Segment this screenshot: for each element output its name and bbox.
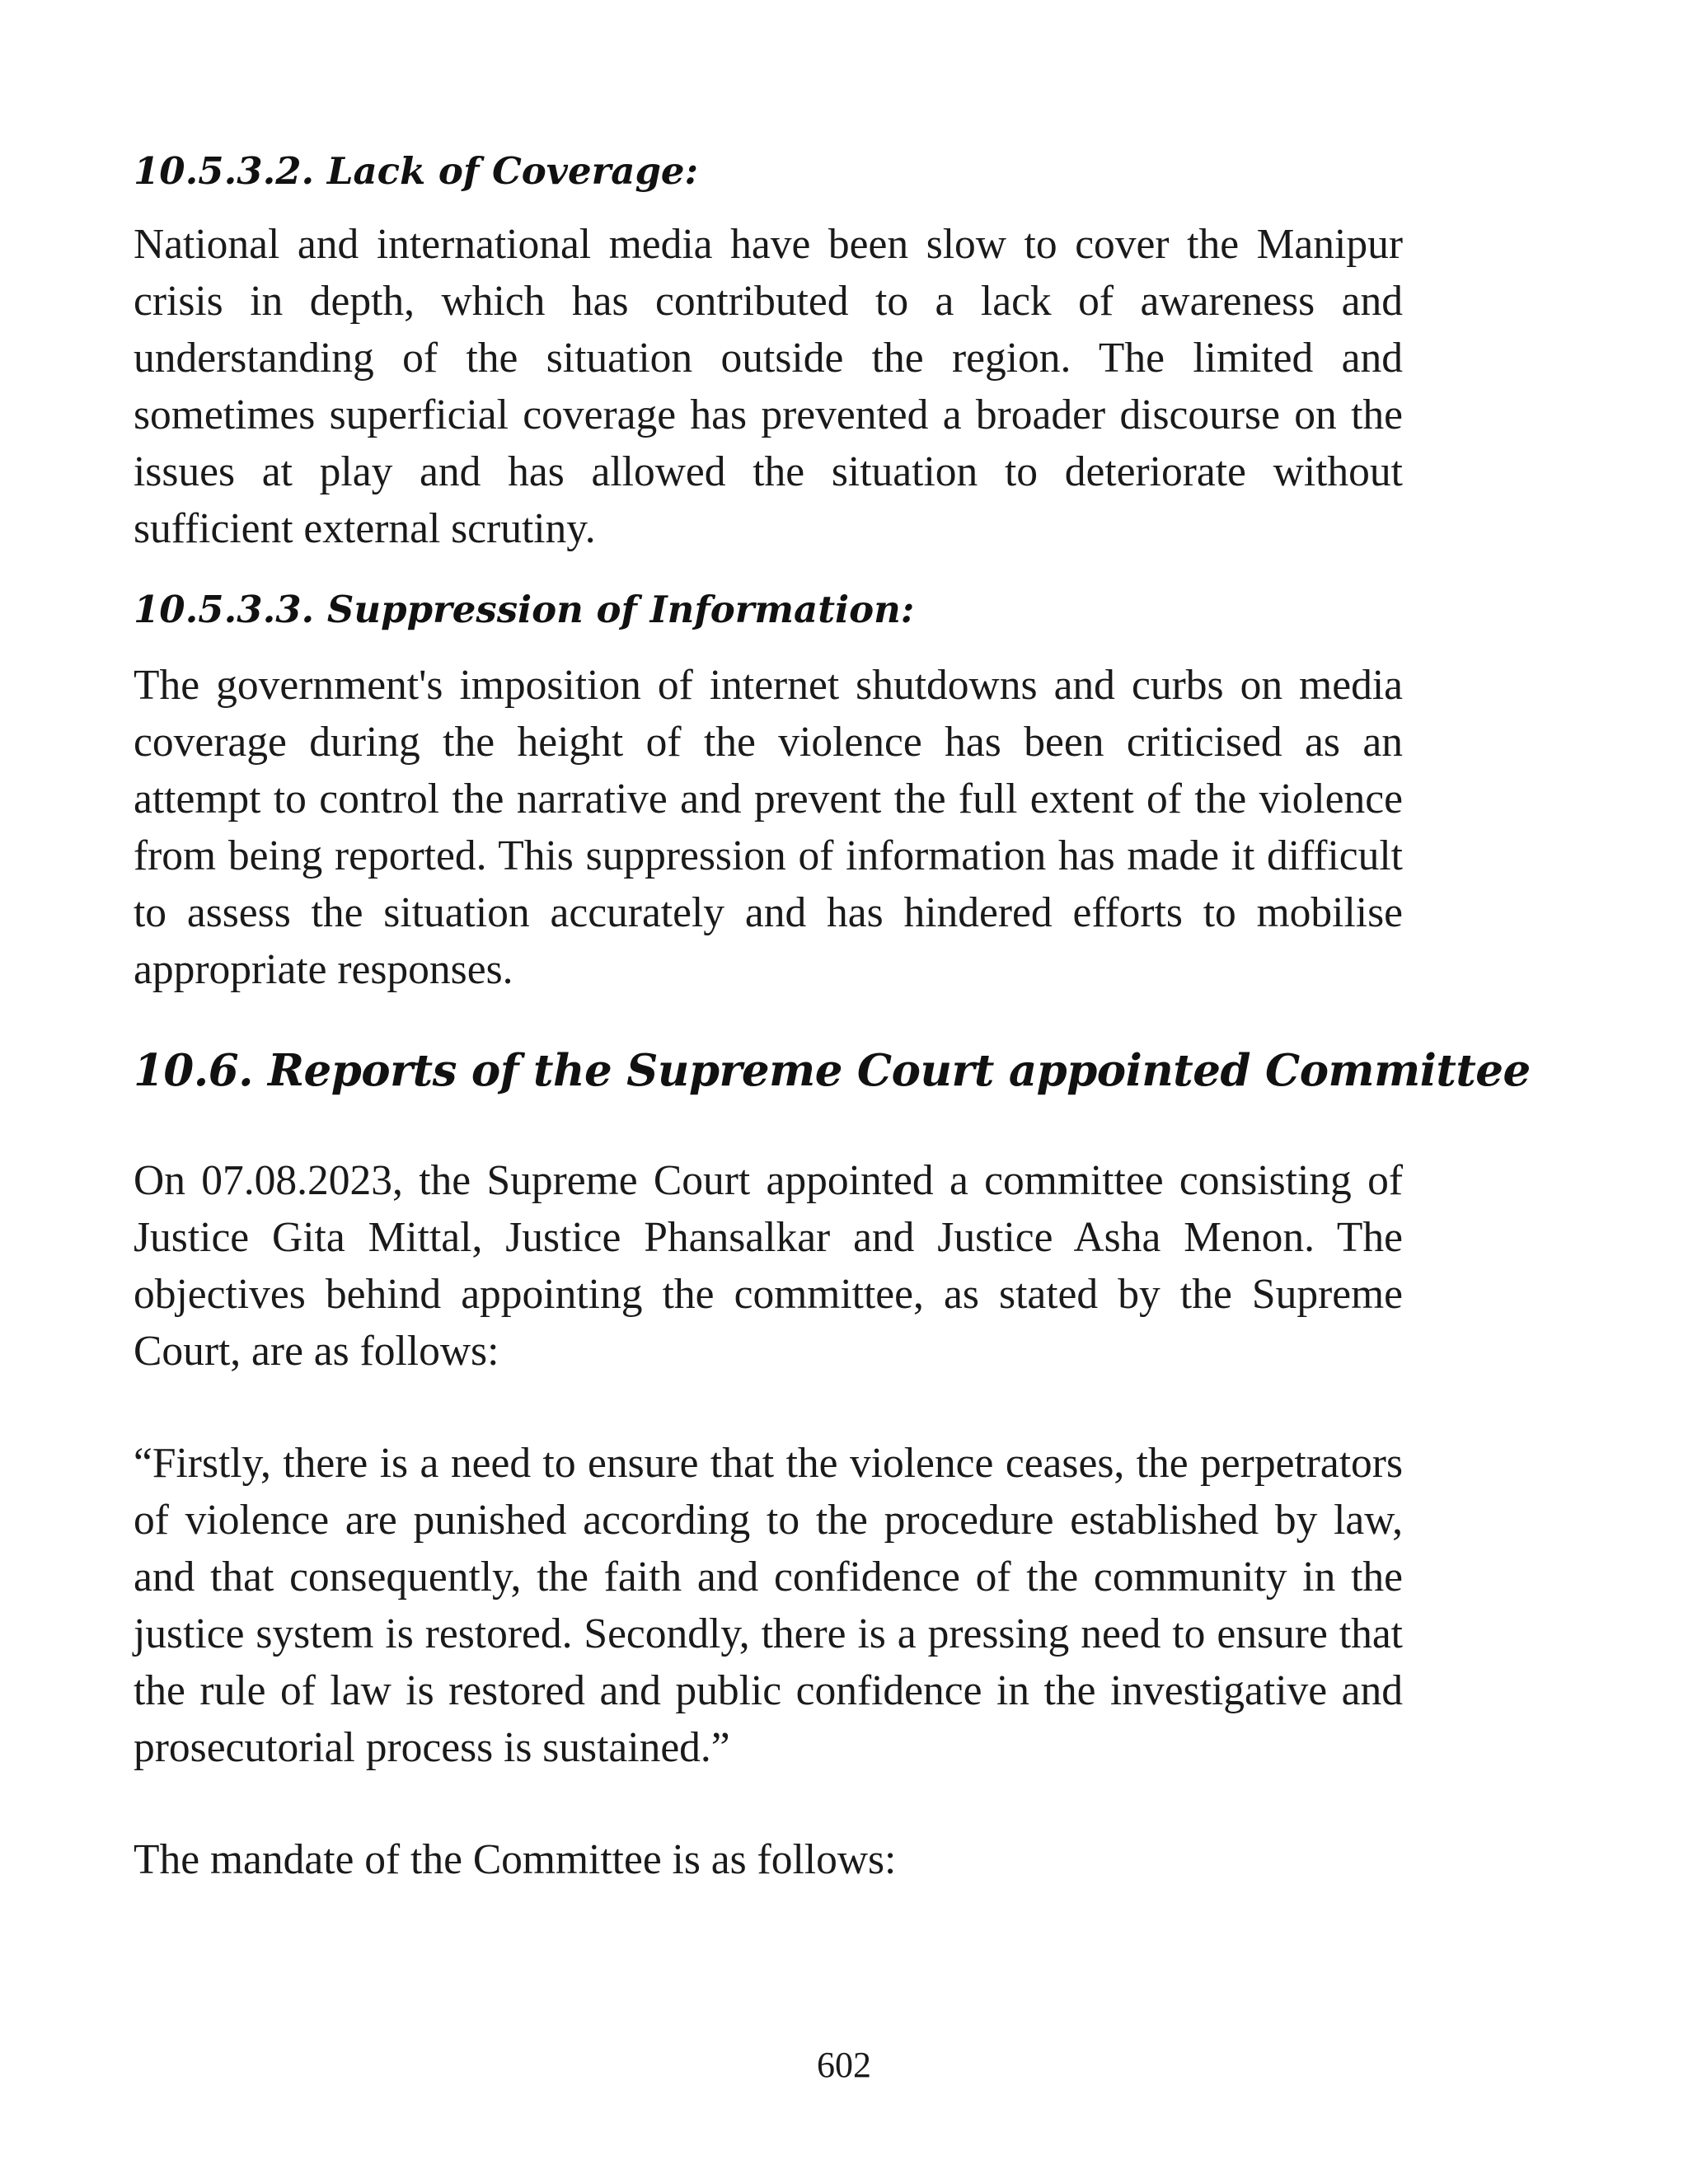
page-number: 602 (817, 2045, 871, 2085)
subheading-suppression-of-information: 10.5.3.3. Suppression of Information: (134, 588, 915, 631)
paragraph-lack-of-coverage: National and international media have been slow to cover the Manipur crisis in depth, which has contributed to a lack of awareness and understanding of the situation outside the region. The limited and sometimes superficial coverage has prevented a broader discourse on the issues at play and has allowed the situation to deteriorate without sufficient external scrutiny. (134, 221, 1403, 552)
paragraph-mandate-intro: The mandate of the Committee is as follows: (134, 1836, 897, 1883)
paragraph-suppression-of-information: The government's imposition of internet shutdowns and curbs on media coverage during the height of the violence has been criticised as an attempt to control the narrative and prevent the full extent of the violence from being reported. This suppression of information has made it difficult to assess the situation accurately and has hindered efforts to mobilise appropriate responses. (134, 662, 1403, 993)
paragraph-supreme-court-quote: “Firstly, there is a need to ensure that the violence ceases, the perpetrators of violence are punished according to the procedure established by law, and that consequently, the faith and confidence of the community in the justice system is restored. Secondly, there is a pressing need to ensure that the rule of law is restored and public confidence in the investigative and prosecutorial process is sustained.” (134, 1440, 1403, 1771)
section-heading-supreme-court-committee: 10.6. Reports of the Supreme Court appointed Committee (134, 1045, 1531, 1096)
paragraph-committee-intro: On 07.08.2023, the Supreme Court appointed a committee consisting of Justice Gita Mittal, Justice Phansalkar and Justice Asha Menon. The objectives behind appointing the committee, as stated by the Supreme Court, are as follows: (134, 1157, 1403, 1375)
subheading-lack-of-coverage: 10.5.3.2. Lack of Coverage: (134, 149, 699, 193)
